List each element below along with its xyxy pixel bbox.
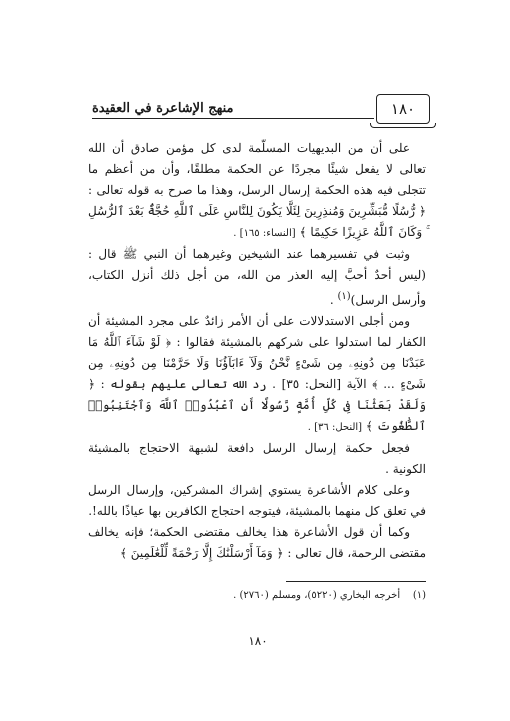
footnote — [160, 588, 426, 604]
main-text — [88, 138, 426, 564]
paragraph — [88, 311, 426, 438]
paragraph — [88, 138, 426, 244]
quran-verse: ﴿ وَلَقَدْ بَعَثْنَا فِى كُلِّ أُمَّةٍ رَّسُولًا أَنِ ٱعْبُدُوا۟ ٱللَّهَ وَٱجْتَنِبُوا۟ ٱلطَّٰغُوتَ ﴾ — [88, 377, 426, 433]
quran-verse: ﴿ وَمَآ أَرْسَلْنَٰكَ إِلَّا رَحْمَةً لِّلْعَٰلَمِينَ ﴾ — [119, 546, 284, 560]
paragraph-text: الآية [النحل: ٣٥] . رد الله تعالى عليهم بقوله : — [100, 377, 367, 391]
paragraph — [88, 522, 426, 564]
paragraph-text: ومن أجلى الاستدلالات على أن الأمر زائدٌ على مجرد المشيئة أن الكفار لما استدلوا على شركهم بالمشيئة فقالوا : — [88, 314, 426, 349]
footnote-marker: (١) — [337, 291, 351, 302]
paragraph: فجعل حكمة إرسال الرسل دافعة لشبهة الاحتجاج بالمشيئة الكونية . — [88, 441, 426, 476]
page-header — [92, 94, 430, 128]
header-rule — [92, 118, 374, 119]
paragraph-text: وثبت في تفسيرهما عند الشيخين وغيرهما أن النبي ﷺ قال : (ليس أحدٌ أحبَّ إليه العذر من الله، من أجل ذلك أنزل الكتاب، وأرسل الرسل) — [88, 247, 426, 307]
paragraph-text: وكما أن قول الأشاعرة هذا يخالف مقتضى الحكمة؛ فإنه يخالف مقتضى الرحمة، قال تعالى : — [88, 525, 426, 560]
paragraph: وعلى كلام الأشاعرة يستوي إشراك المشركين، وإرسال الرسل في تعلق كل منهما بالمشيئة، فيتوجه احتجاج الكافرين بها عياذًا بالله!. — [88, 483, 426, 518]
footer-page-number: ١٨٠ — [248, 634, 268, 648]
verse-reference: [النحل: ٣٦] . — [307, 422, 363, 433]
footnote-separator — [286, 581, 426, 582]
paragraph-text: على أن من البديهيات المسلّمة لدى كل مؤمن صادق أن الله تعالى لا يفعل شيئًا مجردًا عن الحكمة مطلقًا، وأن من أعظم ما تتجلى فيه هذه الحكمة إرسال الرسل، وهذا ما صرح به قوله تعالى : — [88, 141, 426, 197]
verse-reference: [النساء: ١٦٥] . — [233, 228, 296, 239]
quran-verse: ﴿ رُّسُلًا مُّبَشِّرِينَ وَمُنذِرِينَ لِئَلَّا يَكُونَ لِلنَّاسِ عَلَى ٱللَّهِ حُجَّةٌۢ بَعْدَ ٱلرُّسُلِ ۚ وَكَانَ ٱللَّهُ عَزِيزًا حَكِيمًا ﴾ — [88, 204, 426, 239]
running-title: منهج الإشاعرة في العقيدة — [92, 101, 234, 116]
footnote-number: (١) — [412, 590, 426, 601]
paragraph: وثبت في تفسيرهما عند الشيخين وغيرهما أن النبي ﷺ قال : (ليس أحدٌ أحبَّ إليه العذر من الله، من أجل ذلك أنزل الكتاب، وأرسل الرسل)$^{(١)}$ . — [88, 247, 426, 307]
quran-verse: ﴿ لَوْ شَآءَ ٱللَّهُ مَا عَبَدْنَا مِن دُونِهِۦ مِن شَىْءٍ نَّحْنُ وَلَآ ءَابَآؤُنَا وَلَا حَرَّمْنَا مِن دُونِهِۦ مِن شَىْءٍ ... ﴾ — [88, 335, 426, 391]
footnote-text: أخرجه البخاري (٥٢٢٠)، ومسلم (٢٧٦٠) . — [233, 590, 401, 601]
page-number-box: ١٨٠ — [376, 94, 430, 124]
